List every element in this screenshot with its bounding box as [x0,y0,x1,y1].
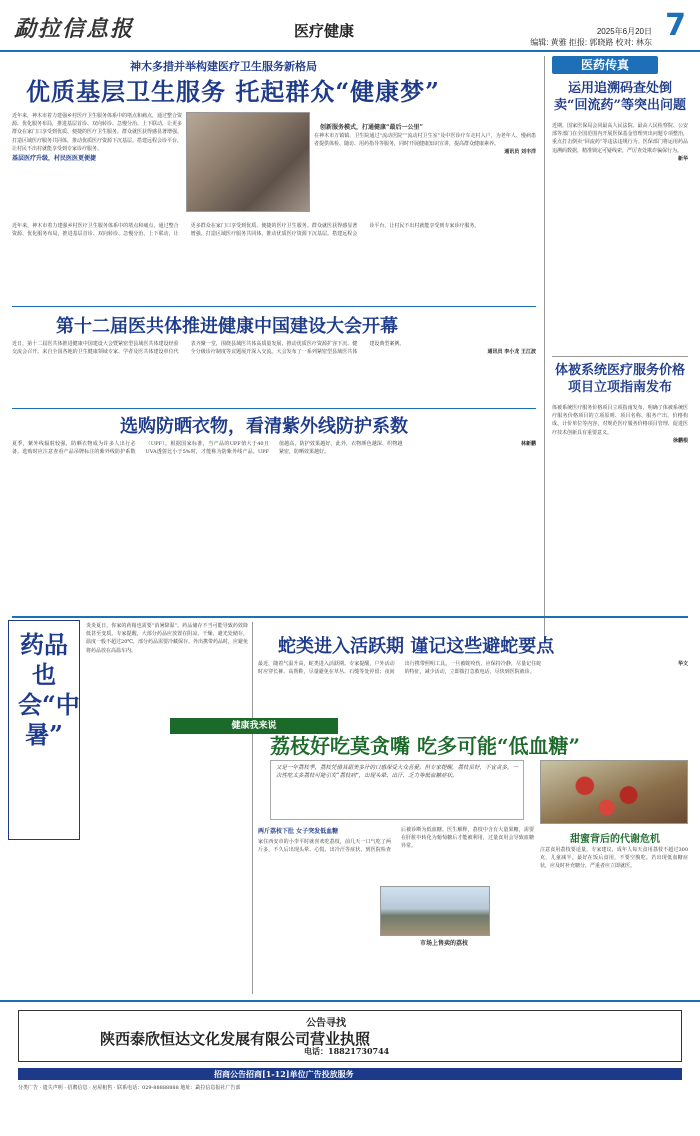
lead-body-text-2: 在神木市万镇镇，卫生院通过“流动医院”“流动村卫生室”及中医诊疗车走村入户，为老年人、慢病患者提供体检、随访、用药指导等服务，同时开展健康知识宣讲，提高群众健康素养。 [314,133,536,148]
paper-name: 勐拉信息报 [14,16,135,42]
divider-3 [12,616,688,618]
story5-lead: 又是一年荔枝季，荔枝凭借其甜美多汁的口感深受大众喜爱。但专家提醒，荔枝虽好，不宜贪多，一次性吃太多荔枝可能引发“荔枝病”，出现头晕、出汗、乏力等低血糖症状。 [276,765,519,779]
section-name: 医疗健康 [294,22,355,40]
divider-2 [12,408,536,409]
vertical-feature-text: 炎炎夏日，你家的药箱也需要“消暑降温”。药品储存不当可能导致药效降低甚至变质。专家提醒，大部分药品应放置在阴凉、干燥、避光处储存，温度一般不超过20℃，部分药品需要冷藏保存。外出携带药品时，应避免将药品放在高温车内。 [86,623,248,654]
story5-sidebar-text: 注意食用荔枝要适量。专家建议，成年人每天食用荔枝不超过300克，儿童减半。最好在饭后食用，不要空腹吃。若出现低血糖症状，应及时补充糖分，严重者应立即就医。 [540,847,688,870]
small-ads: 分类广告 · 遗失声明 · 招聘信息 · 房屋租售 · 联系电话：029-88888888 地址：勐拉信息报社广告部 [18,1085,241,1091]
story2-body-text: 近日，第十二届医共体推进健康中国建设大会暨紧密型县域医共体建设经验交流会召开。来自全国各地的卫生健康领域专家、学者及医共体建设单位代表齐聚一堂，围绕县域医共体高质量发展、推动优质医疗资源扩容下沉、健全分级诊疗制度等议题展开深入交流。大会发布了一系列紧密型县域医共体建设典型案例。 [12,341,405,356]
lead-subhead: 基层医疗升级，村民医医更便捷 [12,155,97,163]
story4-body [258,660,688,710]
masthead [0,0,700,52]
vertical-feature-title: 药品也会“中暑” [18,630,80,749]
story2-headline: 第十二届医共体推进健康中国建设大会开幕 [56,316,398,337]
issue-date: 2025年6月20日 [596,27,652,36]
story3-byline: 林新鹏 [520,441,536,447]
right-column-tag: 医药传真 [552,56,658,74]
lead-headline: 优质基层卫生服务 托起群众“健康梦” [26,77,440,106]
right-body-text-1: 近期，国家医保局会同最高人民法院、最高人民检察院、公安部等部门在全国范围内开展医保基金管理突出问题专项整治，重点打击倒卖“回流药”等违法违规行为。医保部门将运用药品追溯码数据，精准锁定可疑线索，严厉查处欺诈骗保行为。 [552,123,688,154]
lead-kicker: 神木多措并举构建医疗卫生服务新格局 [130,60,317,73]
story4-body-text: 最近，随着气温升高，蛇类进入活跃期。专家提醒，户外活动时应穿长裤、高帮鞋，尽量避免在草丛、石缝等处停留；夜间出行携带照明工具。一旦被蛇咬伤，应保持冷静，尽量记住蛇的特征，减少活动，立即拨打急救电话，尽快到医院就诊。 [258,661,542,676]
story2-body [12,340,536,402]
lead-body-text-1: 近年来，神木市着力建强乡村医疗卫生服务体系中的堵点和痛点，通过整合资源、优化服务布局，推进基层首诊、双向转诊、急慢分治、上下联动，让更多群众在家门口享受到优质、便捷的医疗卫生服务。群众就医获得感显著增强。打造区域医疗服务共同体，推动优质医疗资源下沉基层。搭建远程会诊平台，让村民不出村就能享受到专家诊疗服务。 [12,113,182,152]
story2-byline: 通讯员 李小龙 王江波 [487,349,536,356]
story4-headline: 蛇类进入活跃期 谨记这些避蛇要点 [278,636,555,657]
right-byline-2: 徐鹏根 [672,437,688,444]
story5-sidebar-title: 甜蜜背后的代谢危机 [570,834,660,845]
ad-title: 公告寻找 [306,1018,346,1029]
right-body-text-2: 体被系统医疗服务价格项目立项指南发布，明确了体被系统医疗服务价格项目的立项原则、项目名称、服务产出、价格构成、计价单位等内容，对规范医疗服务价格项目管理、促进医疗技术创新具有重要意义。 [552,405,688,436]
right-divider [552,356,688,357]
right-headline-1: 运用追溯码查处倒卖“回流药”等突出问题 [554,81,686,113]
story5-market-photo [380,886,490,936]
ad-company: 陕西泰欣恒达文化发展有限公司营业执照 [100,1030,371,1048]
story5-banner: 健康我来说 [170,718,338,734]
right-body-1 [552,122,688,350]
lead-body-3 [12,222,536,302]
lead-byline: 通讯员 刘丰洋 [504,149,536,156]
vertical-feature-rule [252,622,253,994]
right-body-2 [552,404,688,640]
divider-1 [12,306,536,307]
story5-subhead: 两斤荔枝下肚 女子突发低血糖 [258,828,339,835]
masthead-meta [530,26,652,48]
right-column-rule [544,56,545,646]
lead-photo [186,112,310,212]
lead-photo-caption: 创新服务模式，打通健康“最后一公里” [320,124,423,131]
page-number: 7 [665,8,686,43]
right-headline-2: 体被系统医疗服务价格项目立项指南发布 [554,363,685,395]
story5-caption: 市场上售卖的荔枝 [420,940,469,947]
lead-body-text-3: 近年来，神木市着力建强乡村医疗卫生服务体系中的堵点和痛点，通过整合资源、优化服务布局，推进基层首诊、双向转诊、急慢分治、上下联动，让更多群众在家门口享受到优质、便捷的医疗卫生服务。群众就医获得感显著增强。打造区域医疗服务共同体，推动优质医疗资源下沉基层。搭建远程会诊平台，让村民不出村就能享受到专家诊疗服务。 [12,223,480,238]
story4-byline: 华文 [677,661,688,667]
right-byline-1: 新华 [677,155,688,162]
lead-body-1 [12,112,182,218]
story3-body-text: 夏季，紫外线辐射较强，防晒衣物成为许多人出行必备。选购时应注意查看产品吊牌标注的紫外线防护系数（UPF）。根据国家标准，当产品的UPF值大于40且UVA透射比小于5%时，才能称为防紫外线产品。UPF值越高，防护效果越好。此外，衣物颜色越深、织物越紧密，防晒效果越好。 [12,441,403,456]
ad-bar-text: 招商公告招商[1-12]单位广告投放服务 [214,1069,354,1079]
ad-phone: 电话：18821730744 [304,1046,390,1056]
story5-sidebar-body [540,846,688,992]
editor-credits: 编辑: 黄雅 拒报: 郭晓路 校对: 林东 [530,38,652,47]
story3-headline: 选购防晒衣物，看清紫外线防护系数 [120,416,408,437]
lead-body-2 [314,132,536,214]
story5-body-text: 家住西安市的小李平时就喜欢吃荔枝，前几天一口气吃了两斤多，不久后出现头晕、心慌、出冷汗等症状，到医院检查后被诊断为低血糖。医生解释，荔枝中含有大量果糖，需要在肝脏中转化为葡萄糖后才能被利用，过量食用会导致血糖异常。 [258,827,534,854]
vertical-feature-body [86,622,248,992]
story5-photo [540,760,688,824]
story5-headline: 荔枝好吃莫贪嘴 吃多可能“低血糖” [270,734,580,758]
story3-body [12,440,536,612]
